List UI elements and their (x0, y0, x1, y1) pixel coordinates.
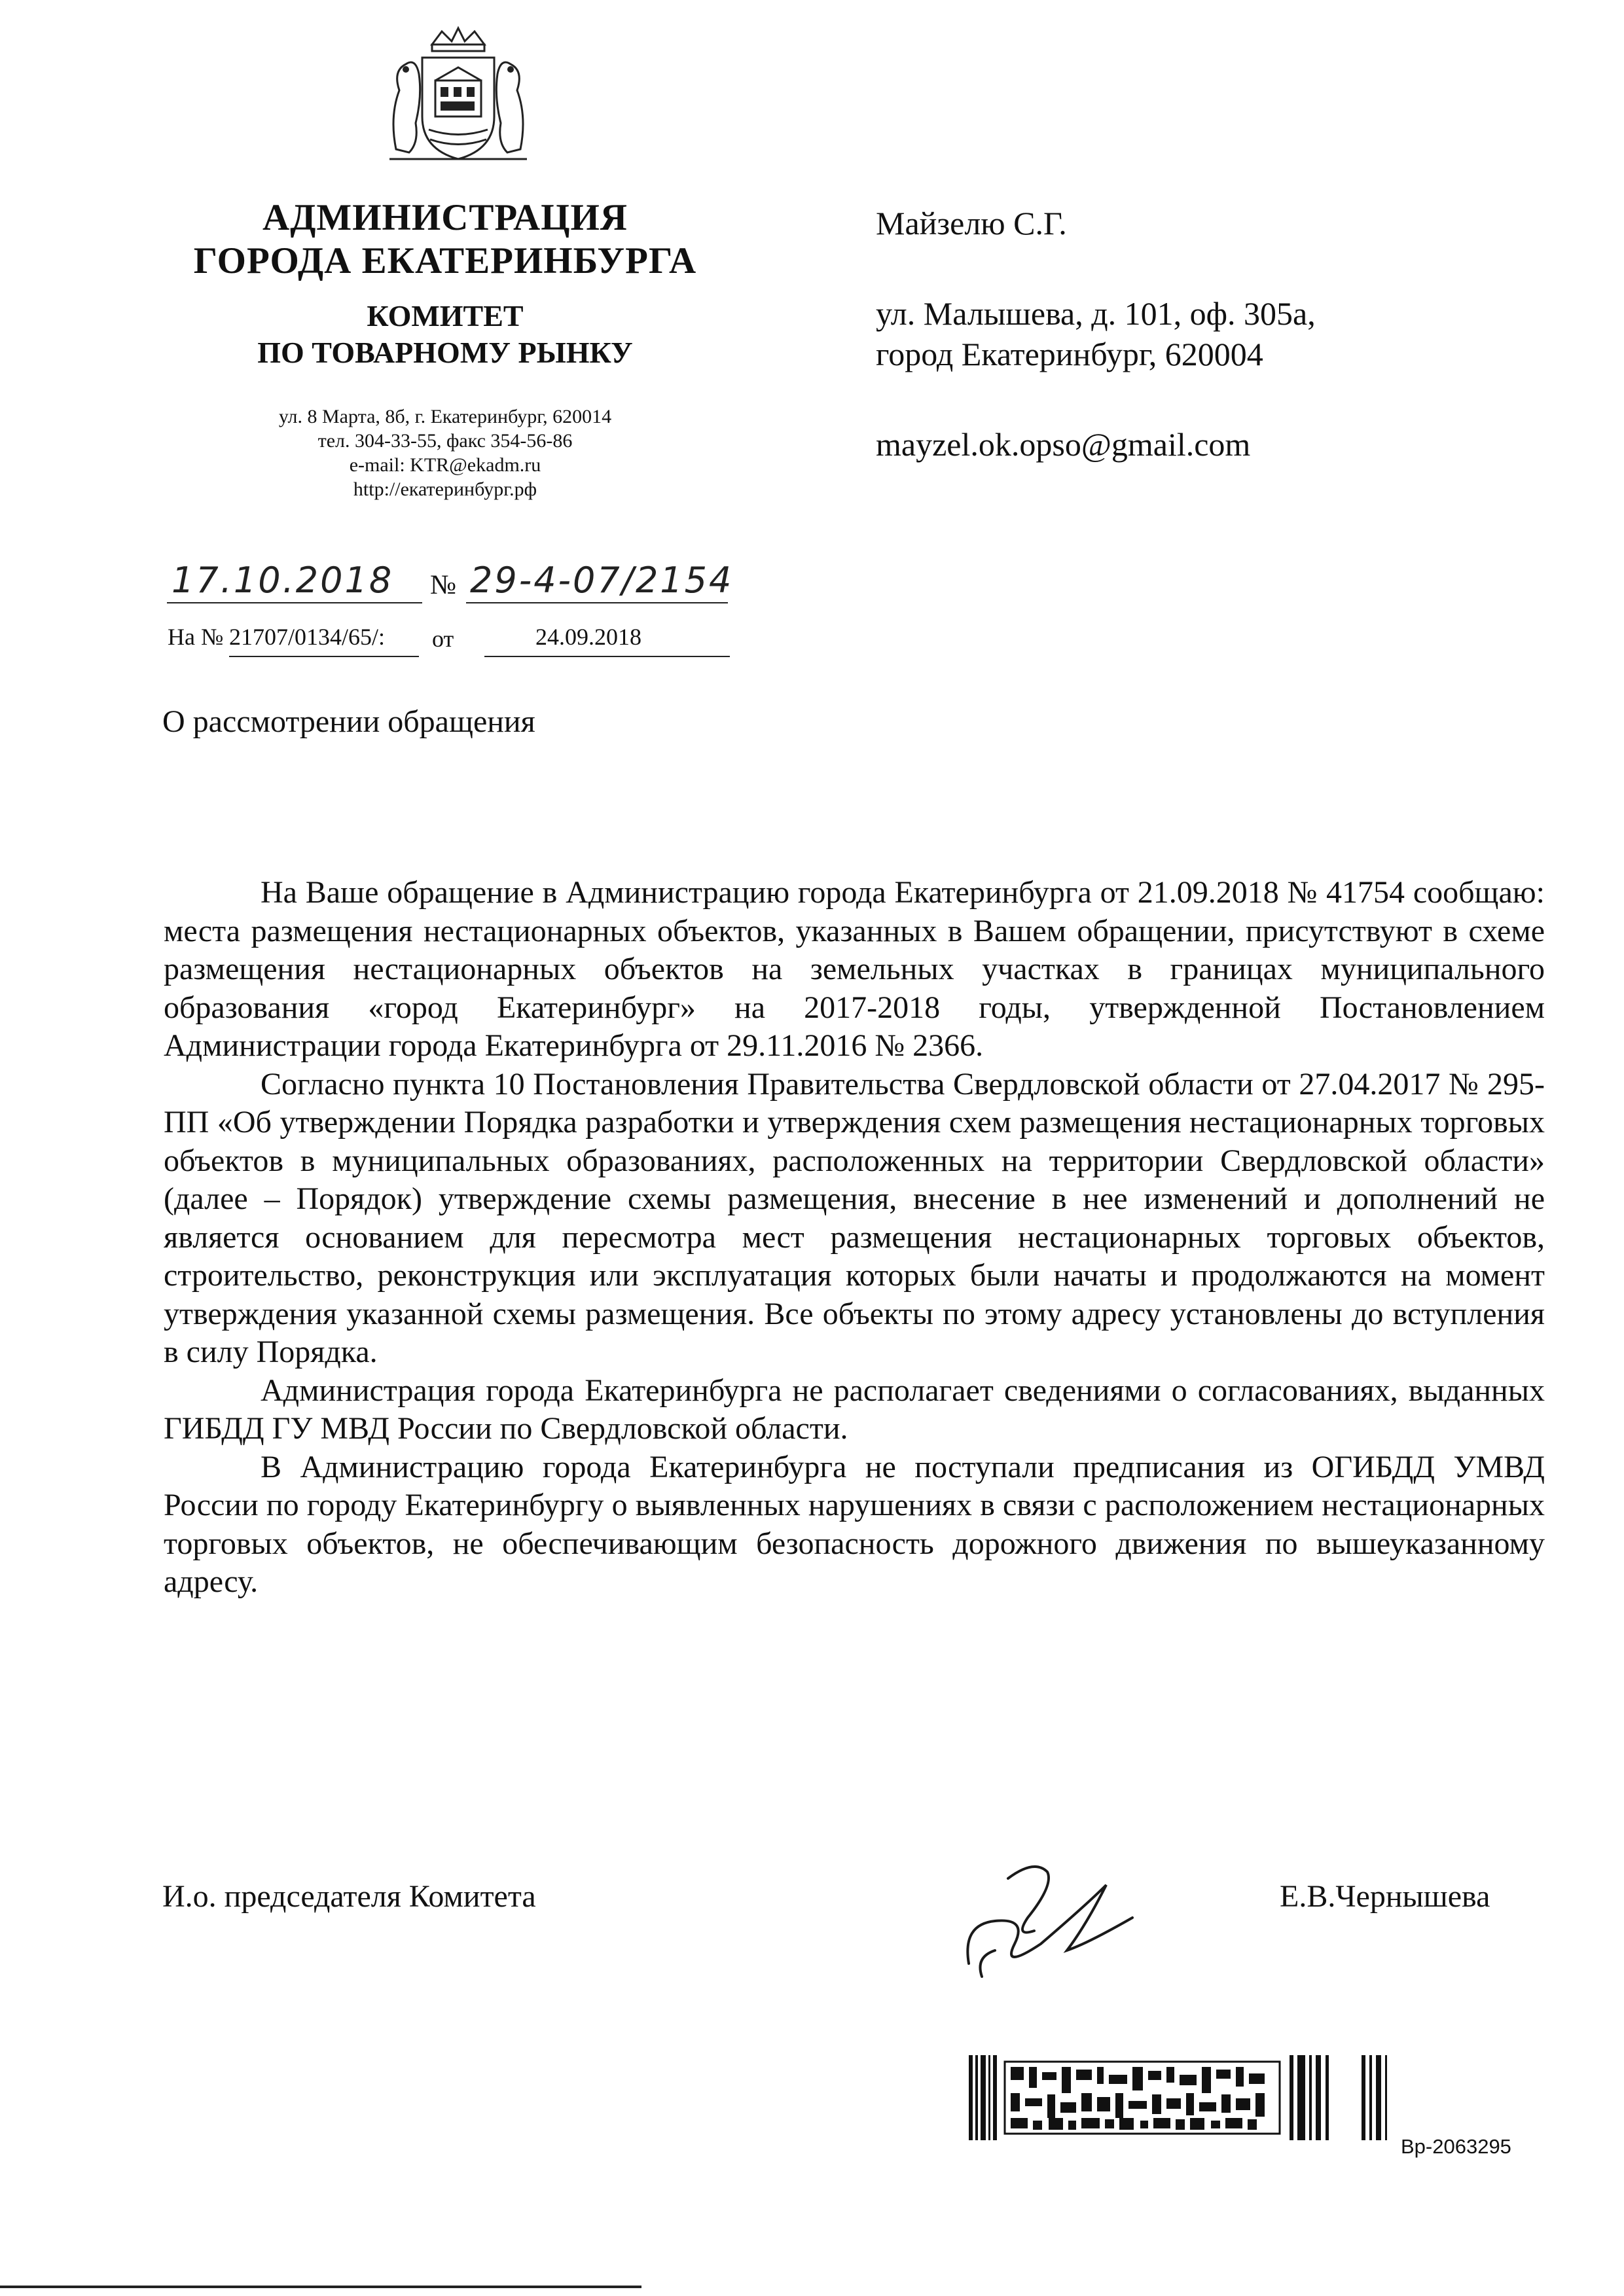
body-paragraph: В Администрацию города Екатеринбурга не поступали предписания из ОГИБДД УМВД России по городу Екатеринбургу о выявленных нарушениях в связи с расположением нестационарных торговых объектов, не обеспечивающим безопасность дорожного движения по вышеуказанному адресу. (164, 1449, 1545, 1599)
org-address: ул. 8 Марта, 8б, г. Екатеринбург, 620014 (278, 406, 612, 427)
outgoing-number: 29-4-07/2154 (470, 560, 734, 601)
number-underline (466, 602, 728, 603)
committee-name-line2: ПО ТОВАРНОМУ РЫНКУ (257, 336, 633, 369)
date-underline (167, 602, 422, 603)
bottom-rule (0, 2286, 641, 2288)
org-email: e-mail: KTR@ekadm.ru (349, 454, 541, 476)
reply-date-underline (484, 656, 730, 657)
recipient-name: Майзелю С.Г. (876, 205, 1067, 242)
org-phone: тел. 304-33-55, факс 354-56-86 (317, 430, 573, 452)
number-sign: № (430, 570, 457, 600)
org-website: http://екатеринбург.рф (353, 478, 537, 500)
coat-of-arms-icon (370, 18, 547, 172)
body-paragraph: Администрация города Екатеринбурга не располагает сведениями о согласованиях, выданных ГИБДД ГУ МВД России по Свердловской области. (164, 1372, 1545, 1446)
handwritten-signature-icon (956, 1846, 1146, 1990)
barcode-icon (969, 2055, 1401, 2140)
signer-position: И.о. председателя Комитета (162, 1879, 536, 1914)
signer-name: Е.В.Чернышева (1280, 1879, 1490, 1914)
reply-number-underline (229, 656, 419, 657)
reply-from-label: от (432, 626, 454, 652)
barcode-id: Вр-2063295 (1401, 2135, 1511, 2158)
reply-date: 24.09.2018 (535, 624, 641, 650)
body-paragraph: На Ваше обращение в Администрацию города Екатеринбурга от 21.09.2018 № 41754 сообщаю: места размещения нестационарных объектов, указанных в Вашем обращении, присутствуют в схеме размещения нестационарных объектов на земельных участках в границах муниципального образования «город Екатеринбург» на 2017-2018 годы, утвержденной Постановлением Администрации города Екатеринбурга от 29.11.2016 № 2366. (164, 875, 1545, 1063)
org-name-line1: АДМИНИСТРАЦИЯ (262, 197, 628, 238)
org-name-line2: ГОРОДА ЕКАТЕРИНБУРГА (193, 240, 697, 281)
recipient-address-line1: ул. Малышева, д. 101, оф. 305а, (876, 295, 1316, 332)
recipient-address-line2: город Екатеринбург, 620004 (876, 336, 1263, 372)
outgoing-date: 17.10.2018 (171, 560, 394, 601)
letter-body (164, 874, 1545, 1602)
committee-name-line1: КОМИТЕТ (367, 299, 524, 332)
reply-label: На № (168, 624, 224, 650)
letter-subject: О рассмотрении обращения (162, 704, 535, 739)
reply-number: 21707/0134/65/: (229, 624, 386, 650)
recipient-email: mayzel.ok.opso@gmail.com (876, 426, 1251, 463)
body-paragraph: Согласно пункта 10 Постановления Правительства Свердловской области от 27.04.2017 № 295-ПП «Об утверждении Порядка разработки и утверждения схем размещения нестационарных торговых объектов в муниципальных образованиях, расположенных на территории Свердловской области» (далее – Порядок) утверждение схемы размещения, внесение в нее изменений и дополнений не является основанием для пересмотра мест размещения нестационарных торговых объектов, строительство, реконструкция или эксплуатация которых были начаты и продолжаются на момент утверждения указанной схемы размещения. Все объекты по этому адресу установлены до вступления в силу Порядка. (164, 1066, 1545, 1369)
